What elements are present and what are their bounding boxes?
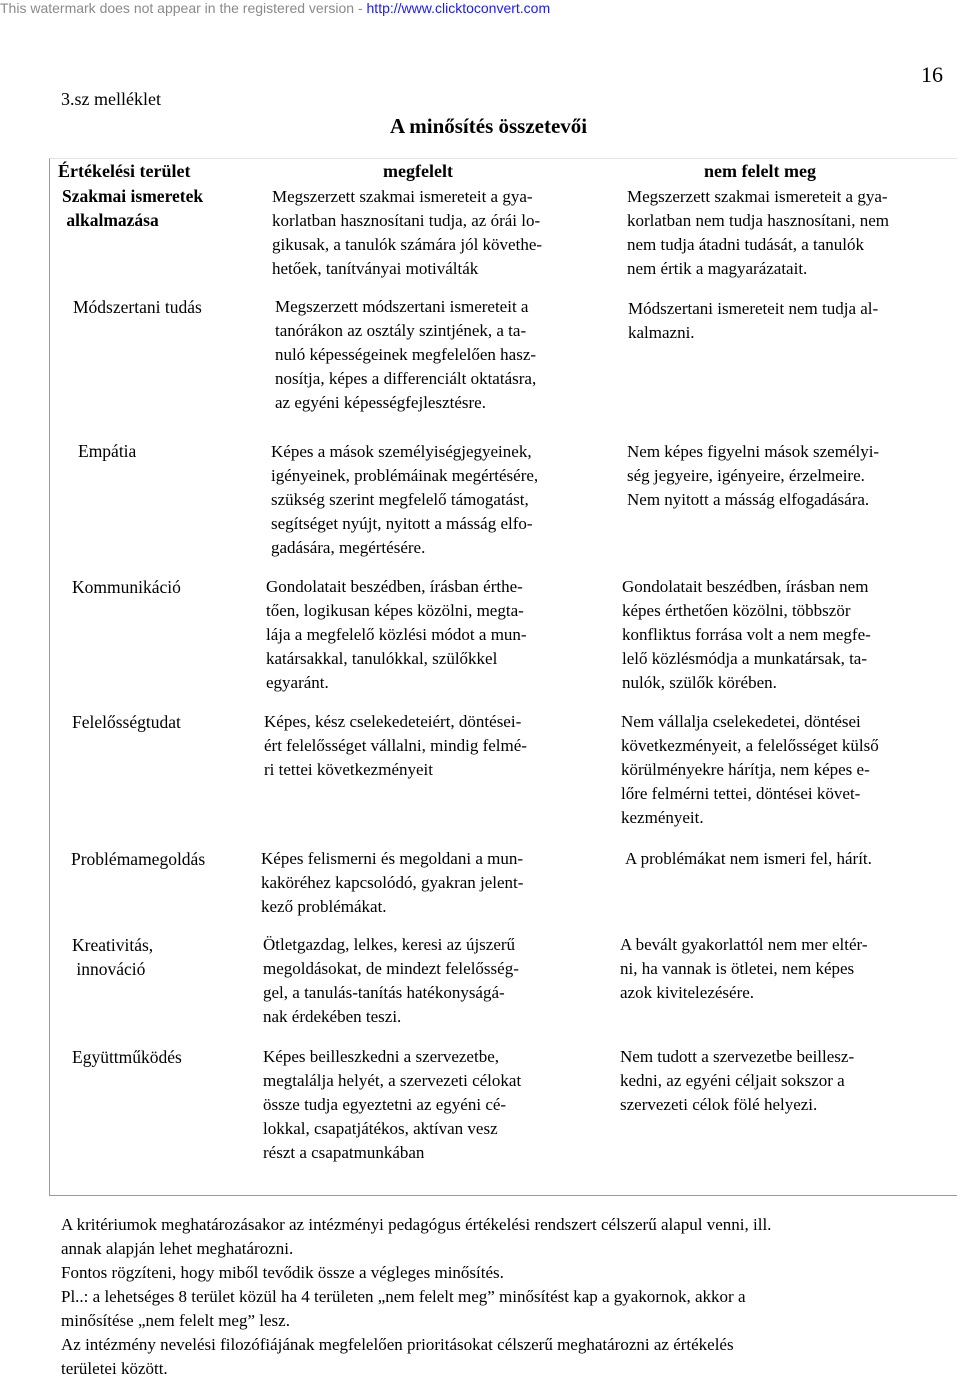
footer-paragraph: Pl..: a lehetséges 8 terület közül ha 4 területen „nem felelt meg” minősítést kap a gyakornok, akkor a minősítése „nem felelt meg” lesz. bbox=[61, 1287, 746, 1330]
row-area: Szakmai ismeretek alkalmazása bbox=[62, 186, 204, 230]
annex-label: 3.sz melléklet bbox=[61, 89, 161, 109]
footer-paragraph: A kritériumok meghatározásakor az intézményi pedagógus értékelési rendszert célszerű alapul venni, ill. annak alapján lehet meghatározni. bbox=[61, 1215, 772, 1258]
row-adequate: Képes beilleszkedni a szervezetbe, megtalálja helyét, a szervezeti célokat össze tudja egyeztetni az egyéni cé- lokkal, csapatjátékos, aktívan vesz részt a csapatmunkában bbox=[263, 1047, 522, 1162]
row-adequate: Képes felismerni és megoldani a mun- kaköréhez kapcsolódó, gyakran jelent- kező problémákat. bbox=[261, 849, 524, 916]
header-adequate: megfelelt bbox=[383, 161, 453, 181]
footer-notes bbox=[61, 1213, 941, 1381]
row-adequate: Gondolatait beszédben, írásban érthe- tően, logikusan képes közölni, megta- lája a megfelelő közlési módot a mun- katársakkal, tanulókkal, szülőkkel egyaránt. bbox=[266, 577, 527, 692]
watermark bbox=[0, 0, 960, 20]
row-not-adequate: Gondolatait beszédben, írásban nem képes érthetően közölni, többször konfliktus forrása volt a nem megfe- lelő közlésmódja a munkatársak, ta- nulók, szülők körében. bbox=[622, 577, 871, 692]
row-area: Módszertani tudás bbox=[73, 297, 202, 317]
row-not-adequate: Megszerzett szakmai ismereteit a gya- korlatban nem tudja hasznosítani, nem nem tudja átadni tudását, a tanulók nem értik a magyarázatait. bbox=[627, 187, 890, 278]
row-area: Problémamegoldás bbox=[71, 849, 206, 869]
header-not-adequate: nem felelt meg bbox=[704, 161, 816, 181]
row-area: Empátia bbox=[78, 441, 137, 461]
header-area: Értékelési terület bbox=[58, 161, 191, 181]
row-not-adequate: Nem vállalja cselekedetei, döntései következményeit, a felelősséget külső körülményekre hárítja, nem képes e- lőre felmérni tettei, döntései követ- kezményeit. bbox=[621, 712, 879, 827]
page-number: 16 bbox=[921, 62, 943, 87]
row-adequate: Megszerzett módszertani ismereteit a tanórákon az osztály szintjének, a ta- nuló képességeinek megfelelően hasz- nosítja, képes a differenciált oktatásra, az egyéni képességfejlesztésre. bbox=[275, 297, 537, 412]
row-area: Kreativitás, innováció bbox=[72, 935, 154, 979]
row-adequate: Képes a mások személyiségjegyeinek, igényeinek, problémáinak megértésére, szükség szerint megfelelő támogatást, segítséget nyújt, nyitott a másság elfo- gadására, megértésére. bbox=[271, 442, 539, 557]
row-adequate: Ötletgazdag, lelkes, keresi az újszerű megoldásokat, de mindezt felelősség- gel, a tanulás-tanítás hatékonyságá- nak érdekében teszi. bbox=[263, 935, 519, 1026]
row-not-adequate: Módszertani ismereteit nem tudja al- kalmazni. bbox=[628, 299, 879, 342]
page-title: A minősítés összetevői bbox=[390, 114, 588, 138]
row-area: Kommunikáció bbox=[72, 577, 181, 597]
footer-paragraph: Fontos rögzíteni, hogy miből tevődik össze a végleges minősítés. bbox=[61, 1263, 504, 1282]
row-not-adequate: Nem tudott a szervezetbe beillesz- kedni, az egyéni céljait sokszor a szervezeti célok fölé helyezi. bbox=[620, 1047, 855, 1114]
row-not-adequate: A problémákat nem ismeri fel, hárít. bbox=[625, 849, 872, 868]
row-not-adequate: Nem képes figyelni mások személyi- ség jegyeire, igényeire, érzelmeire. Nem nyitott a másság elfogadására. bbox=[627, 442, 880, 509]
row-adequate: Képes, kész cselekedeteiért, döntései- ért felelősséget vállalni, mindig felmé- ri tettei következményeit bbox=[264, 712, 527, 779]
watermark-text: This watermark does not appear in the registered version - bbox=[0, 0, 367, 16]
row-not-adequate: A bevált gyakorlattól nem mer eltér- ni, ha vannak is ötletei, nem képes azok kivitelezésére. bbox=[620, 935, 868, 1002]
row-area: Együttműködés bbox=[72, 1047, 182, 1067]
watermark-link[interactable]: http://www.clicktoconvert.com bbox=[366, 0, 551, 16]
row-adequate: Megszerzett szakmai ismereteit a gya- korlatban hasznosítani tudja, az órái lo- gikusak, a tanulók számára jól követhe- hetőek, tanítványai motiválták bbox=[272, 187, 543, 278]
row-area: Felelősségtudat bbox=[72, 712, 181, 732]
footer-paragraph: Az intézmény nevelési filozófiájának megfelelően prioritásokat célszerű meghatározni az értékelés területei között. bbox=[61, 1335, 734, 1378]
